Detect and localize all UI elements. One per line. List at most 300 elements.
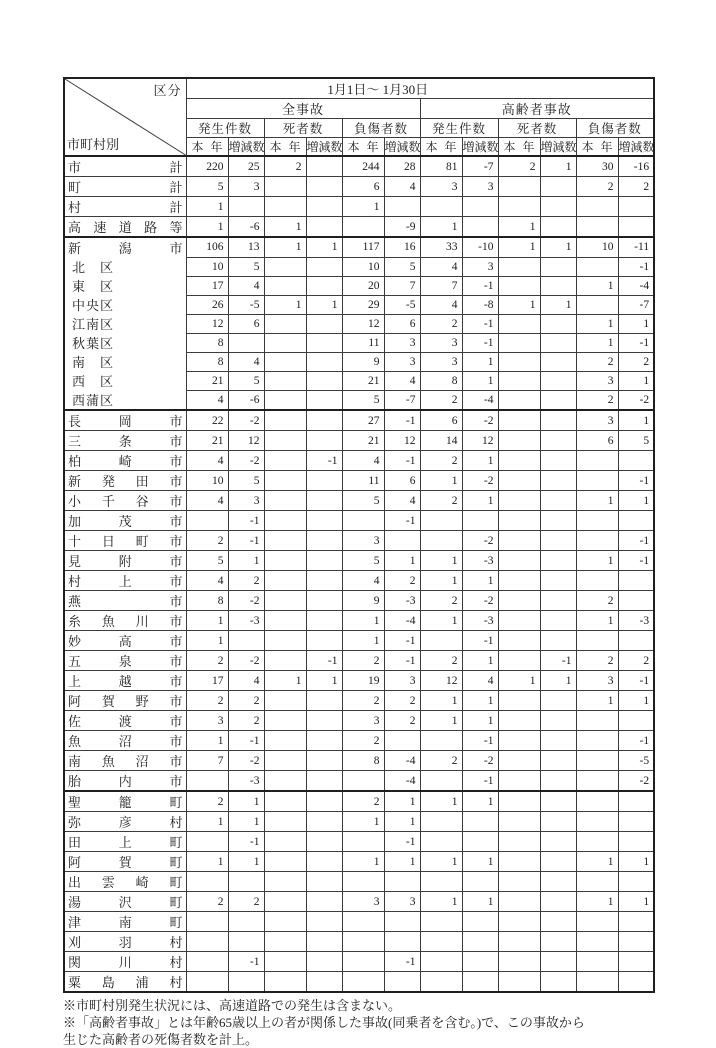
value-cell — [498, 872, 540, 892]
value-cell: 4 — [186, 491, 228, 511]
row-label: 湯 沢 町 — [64, 892, 186, 912]
value-cell: -5 — [618, 751, 654, 771]
value-cell — [306, 371, 342, 390]
table-row — [64, 257, 654, 276]
value-cell — [576, 771, 618, 792]
value-cell: 4 — [420, 295, 462, 314]
value-cell: -1 — [462, 631, 498, 651]
value-cell — [462, 832, 498, 852]
value-cell: 2 — [384, 711, 420, 731]
value-cell: -1 — [618, 333, 654, 352]
value-cell — [540, 471, 576, 491]
table-row — [64, 371, 654, 390]
value-cell — [264, 177, 306, 197]
value-cell: 3 — [384, 892, 420, 912]
value-cell — [264, 531, 306, 551]
table-row — [64, 390, 654, 410]
value-cell — [264, 751, 306, 771]
value-cell: 1 — [420, 852, 462, 872]
value-cell: 1 — [618, 892, 654, 912]
value-cell — [306, 691, 342, 711]
value-cell — [498, 491, 540, 511]
value-cell — [498, 791, 540, 812]
value-cell — [264, 791, 306, 812]
value-cell: -1 — [618, 671, 654, 691]
value-cell: 2 — [186, 691, 228, 711]
value-cell — [306, 812, 342, 832]
row-label: 上 越 市 — [64, 671, 186, 691]
footnotes — [63, 997, 657, 1048]
row-label: 柏 崎 市 — [64, 451, 186, 471]
value-cell — [618, 972, 654, 993]
value-cell — [540, 177, 576, 197]
value-cell: 1 — [264, 217, 306, 238]
value-cell: -1 — [618, 731, 654, 751]
value-cell — [576, 932, 618, 952]
subsection-injuries: 負傷者数 — [342, 119, 420, 138]
value-cell — [228, 333, 264, 352]
accident-statistics-table — [63, 77, 655, 993]
value-cell — [540, 371, 576, 390]
row-label: 西 蒲 区 — [64, 390, 186, 410]
value-cell: 2 — [264, 156, 306, 177]
row-label: 南 区 — [64, 352, 186, 371]
value-cell: -2 — [618, 390, 654, 410]
value-cell: -1 — [384, 651, 420, 671]
value-cell: 1 — [264, 295, 306, 314]
value-cell — [228, 872, 264, 892]
value-cell: -2 — [462, 531, 498, 551]
value-cell: 4 — [384, 371, 420, 390]
value-cell: 8 — [186, 591, 228, 611]
value-cell: 1 — [618, 410, 654, 431]
value-cell — [576, 257, 618, 276]
value-cell — [306, 751, 342, 771]
value-cell: 10 — [186, 471, 228, 491]
value-cell: -1 — [384, 952, 420, 972]
value-cell — [462, 511, 498, 531]
value-cell — [462, 197, 498, 217]
value-cell — [420, 631, 462, 651]
col-header-change: 増減数 — [306, 138, 342, 157]
value-cell — [618, 197, 654, 217]
value-cell — [540, 431, 576, 451]
value-cell: 3 — [576, 671, 618, 691]
value-cell — [540, 731, 576, 751]
period-header — [186, 78, 654, 99]
table-row — [64, 771, 654, 792]
value-cell: 1 — [462, 651, 498, 671]
value-cell: 8 — [420, 371, 462, 390]
value-cell: 11 — [342, 471, 384, 491]
table-row — [64, 591, 654, 611]
value-cell — [540, 314, 576, 333]
value-cell: -1 — [228, 511, 264, 531]
value-cell — [264, 611, 306, 631]
row-label: 燕 市 — [64, 591, 186, 611]
value-cell: 4 — [384, 491, 420, 511]
value-cell: 4 — [228, 671, 264, 691]
value-cell: 12 — [384, 431, 420, 451]
value-cell: -1 — [228, 531, 264, 551]
value-cell: 6 — [228, 314, 264, 333]
table-row — [64, 791, 654, 812]
value-cell — [264, 591, 306, 611]
value-cell: 20 — [342, 276, 384, 295]
value-cell — [576, 295, 618, 314]
value-cell: -2 — [228, 651, 264, 671]
table-row — [64, 812, 654, 832]
value-cell — [186, 832, 228, 852]
value-cell — [540, 791, 576, 812]
value-cell: 3 — [342, 892, 384, 912]
value-cell: 5 — [384, 257, 420, 276]
value-cell: 220 — [186, 156, 228, 177]
value-cell: 244 — [342, 156, 384, 177]
value-cell: 1 — [228, 791, 264, 812]
table-row — [64, 410, 654, 431]
col-header-change: 増減数 — [228, 138, 264, 157]
value-cell — [498, 972, 540, 993]
value-cell: 2 — [420, 314, 462, 333]
value-cell: 10 — [342, 257, 384, 276]
value-cell — [420, 511, 462, 531]
value-cell — [264, 276, 306, 295]
value-cell: 1 — [186, 197, 228, 217]
value-cell — [306, 276, 342, 295]
value-cell: 1 — [228, 852, 264, 872]
value-cell: -1 — [228, 731, 264, 751]
value-cell — [540, 197, 576, 217]
value-cell — [306, 551, 342, 571]
value-cell — [264, 431, 306, 451]
value-cell: -5 — [384, 295, 420, 314]
value-cell: 11 — [342, 333, 384, 352]
value-cell — [306, 932, 342, 952]
section-elderly-accidents: 高齢者事故 — [420, 99, 654, 119]
value-cell — [576, 531, 618, 551]
row-label: 佐 渡 市 — [64, 711, 186, 731]
table-row — [64, 295, 654, 314]
value-cell: 1 — [342, 611, 384, 631]
value-cell: 2 — [342, 791, 384, 812]
value-cell: -1 — [618, 551, 654, 571]
value-cell: 1 — [576, 314, 618, 333]
value-cell — [576, 217, 618, 238]
value-cell: 4 — [186, 451, 228, 471]
value-cell: 1 — [618, 491, 654, 511]
row-label: 西 区 — [64, 371, 186, 390]
value-cell: 6 — [384, 314, 420, 333]
value-cell — [540, 410, 576, 431]
value-cell: 117 — [342, 237, 384, 257]
value-cell — [264, 471, 306, 491]
value-cell: -1 — [306, 651, 342, 671]
value-cell — [498, 611, 540, 631]
value-cell: -9 — [384, 217, 420, 238]
value-cell: -1 — [306, 451, 342, 471]
value-cell: 21 — [186, 371, 228, 390]
value-cell: -16 — [618, 156, 654, 177]
col-header-this-year: 本 年 — [186, 138, 228, 157]
table-row — [64, 671, 654, 691]
row-label: 東 区 — [64, 276, 186, 295]
row-label: 長 岡 市 — [64, 410, 186, 431]
value-cell: -1 — [462, 314, 498, 333]
value-cell: -1 — [540, 651, 576, 671]
value-cell — [576, 972, 618, 993]
value-cell — [540, 631, 576, 651]
value-cell — [306, 952, 342, 972]
value-cell — [576, 451, 618, 471]
value-cell: 1 — [420, 571, 462, 591]
value-cell: 1 — [228, 812, 264, 832]
value-cell — [498, 912, 540, 932]
value-cell: 1 — [342, 812, 384, 832]
value-cell — [384, 531, 420, 551]
value-cell — [618, 812, 654, 832]
value-cell — [498, 352, 540, 371]
value-cell: 2 — [576, 352, 618, 371]
value-cell — [576, 872, 618, 892]
table-row — [64, 177, 654, 197]
value-cell — [228, 912, 264, 932]
value-cell — [540, 551, 576, 571]
value-cell — [306, 791, 342, 812]
value-cell: 2 — [186, 651, 228, 671]
value-cell — [540, 691, 576, 711]
value-cell: -1 — [384, 451, 420, 471]
value-cell: 2 — [576, 177, 618, 197]
value-cell: 33 — [420, 237, 462, 257]
value-cell: 12 — [342, 314, 384, 333]
value-cell — [306, 431, 342, 451]
value-cell — [306, 631, 342, 651]
value-cell — [264, 352, 306, 371]
value-cell: 12 — [462, 431, 498, 451]
value-cell: 2 — [420, 491, 462, 511]
value-cell — [384, 731, 420, 751]
value-cell — [576, 711, 618, 731]
value-cell — [420, 872, 462, 892]
table-row — [64, 832, 654, 852]
value-cell — [462, 217, 498, 238]
value-cell — [342, 771, 384, 792]
value-cell: 1 — [306, 295, 342, 314]
value-cell — [540, 711, 576, 731]
period-text: 1月1日～ 1月30日 — [327, 82, 429, 97]
value-cell: 1 — [462, 491, 498, 511]
value-cell: 2 — [576, 591, 618, 611]
row-label: 南 魚 沼 市 — [64, 751, 186, 771]
row-label: 新 発 田 市 — [64, 471, 186, 491]
value-cell: 21 — [342, 371, 384, 390]
footnote-line: 生じた高齢者の死傷者数を計上。 — [63, 1032, 259, 1048]
value-cell — [306, 852, 342, 872]
value-cell — [618, 571, 654, 591]
value-cell — [498, 651, 540, 671]
value-cell: 12 — [420, 671, 462, 691]
value-cell — [540, 352, 576, 371]
row-label: 五 泉 市 — [64, 651, 186, 671]
value-cell — [264, 314, 306, 333]
value-cell: -3 — [618, 611, 654, 631]
value-cell — [576, 952, 618, 972]
value-cell — [342, 932, 384, 952]
value-cell: -2 — [228, 410, 264, 431]
value-cell: -2 — [228, 591, 264, 611]
row-label: 村 計 — [64, 197, 186, 217]
value-cell — [618, 711, 654, 731]
value-cell: 1 — [576, 333, 618, 352]
value-cell: 3 — [420, 333, 462, 352]
row-label: 高 速 道 路 等 — [64, 217, 186, 238]
value-cell — [306, 217, 342, 238]
value-cell: -1 — [618, 257, 654, 276]
value-cell: 1 — [186, 731, 228, 751]
value-cell — [462, 872, 498, 892]
value-cell — [498, 431, 540, 451]
value-cell — [576, 912, 618, 932]
table-header — [64, 78, 654, 156]
value-cell: 2 — [576, 390, 618, 410]
value-cell: 6 — [384, 471, 420, 491]
value-cell: -1 — [462, 771, 498, 792]
value-cell: 1 — [462, 371, 498, 390]
value-cell — [498, 451, 540, 471]
period-header-row — [64, 78, 654, 99]
value-cell: -1 — [462, 276, 498, 295]
row-label: 聖 籠 町 — [64, 791, 186, 812]
value-cell — [264, 451, 306, 471]
value-cell — [498, 276, 540, 295]
value-cell — [498, 591, 540, 611]
value-cell — [264, 651, 306, 671]
value-cell: 2 — [576, 651, 618, 671]
value-cell: 6 — [420, 410, 462, 431]
value-cell — [342, 217, 384, 238]
value-cell — [264, 731, 306, 751]
value-cell: 1 — [462, 691, 498, 711]
value-cell: 2 — [420, 451, 462, 471]
value-cell — [498, 932, 540, 952]
value-cell: 9 — [342, 591, 384, 611]
value-cell: 2 — [228, 892, 264, 912]
col-header-this-year: 本 年 — [264, 138, 306, 157]
value-cell: 4 — [342, 451, 384, 471]
value-cell — [306, 197, 342, 217]
value-cell — [228, 972, 264, 993]
value-cell — [228, 197, 264, 217]
section-all-accidents: 全事故 — [186, 99, 420, 119]
value-cell — [498, 177, 540, 197]
value-cell — [540, 591, 576, 611]
value-cell: 1 — [576, 276, 618, 295]
value-cell: 4 — [384, 177, 420, 197]
value-cell — [306, 892, 342, 912]
value-cell — [186, 912, 228, 932]
value-cell: -7 — [618, 295, 654, 314]
value-cell: -4 — [384, 751, 420, 771]
value-cell — [540, 932, 576, 952]
value-cell: 4 — [462, 671, 498, 691]
value-cell — [540, 491, 576, 511]
value-cell: 1 — [384, 791, 420, 812]
row-label: 魚 沼 市 — [64, 731, 186, 751]
value-cell: -1 — [228, 832, 264, 852]
value-cell: 2 — [384, 571, 420, 591]
table-row — [64, 972, 654, 993]
value-cell — [540, 832, 576, 852]
value-cell: 1 — [540, 295, 576, 314]
value-cell: 14 — [420, 431, 462, 451]
value-cell: -2 — [228, 451, 264, 471]
value-cell: 1 — [576, 852, 618, 872]
row-label: 津 南 町 — [64, 912, 186, 932]
value-cell: 2 — [420, 651, 462, 671]
col-header-this-year: 本 年 — [498, 138, 540, 157]
value-cell — [618, 912, 654, 932]
value-cell — [306, 156, 342, 177]
value-cell — [540, 217, 576, 238]
value-cell — [576, 832, 618, 852]
subsection-injuries: 負傷者数 — [576, 119, 654, 138]
value-cell: 1 — [420, 711, 462, 731]
value-cell: 3 — [228, 491, 264, 511]
value-cell: 9 — [342, 352, 384, 371]
table-row — [64, 571, 654, 591]
value-cell: 21 — [186, 431, 228, 451]
value-cell: 22 — [186, 410, 228, 431]
value-cell: 17 — [186, 276, 228, 295]
value-cell — [306, 571, 342, 591]
value-cell: 1 — [228, 551, 264, 571]
value-cell: 5 — [342, 551, 384, 571]
value-cell: 1 — [498, 217, 540, 238]
table-row — [64, 197, 654, 217]
value-cell — [264, 952, 306, 972]
value-cell — [264, 711, 306, 731]
value-cell — [420, 771, 462, 792]
row-label: 糸 魚 川 市 — [64, 611, 186, 631]
value-cell — [264, 333, 306, 352]
value-cell: 1 — [420, 471, 462, 491]
row-label: 胎 内 市 — [64, 771, 186, 792]
value-cell: 2 — [342, 651, 384, 671]
corner-label-kubun: 区分 — [153, 83, 182, 98]
value-cell — [540, 333, 576, 352]
value-cell — [306, 471, 342, 491]
value-cell: 3 — [384, 333, 420, 352]
col-header-this-year: 本 年 — [576, 138, 618, 157]
value-cell: 1 — [462, 852, 498, 872]
value-cell: 1 — [384, 852, 420, 872]
value-cell: 10 — [576, 237, 618, 257]
value-cell: 1 — [384, 812, 420, 832]
value-cell — [384, 872, 420, 892]
value-cell — [540, 872, 576, 892]
value-cell: -2 — [462, 751, 498, 771]
value-cell — [498, 571, 540, 591]
value-cell — [264, 852, 306, 872]
value-cell — [306, 611, 342, 631]
table-row — [64, 237, 654, 257]
value-cell: 1 — [618, 691, 654, 711]
value-cell: -7 — [384, 390, 420, 410]
row-label: 加 茂 市 — [64, 511, 186, 531]
value-cell — [420, 972, 462, 993]
value-cell — [462, 952, 498, 972]
